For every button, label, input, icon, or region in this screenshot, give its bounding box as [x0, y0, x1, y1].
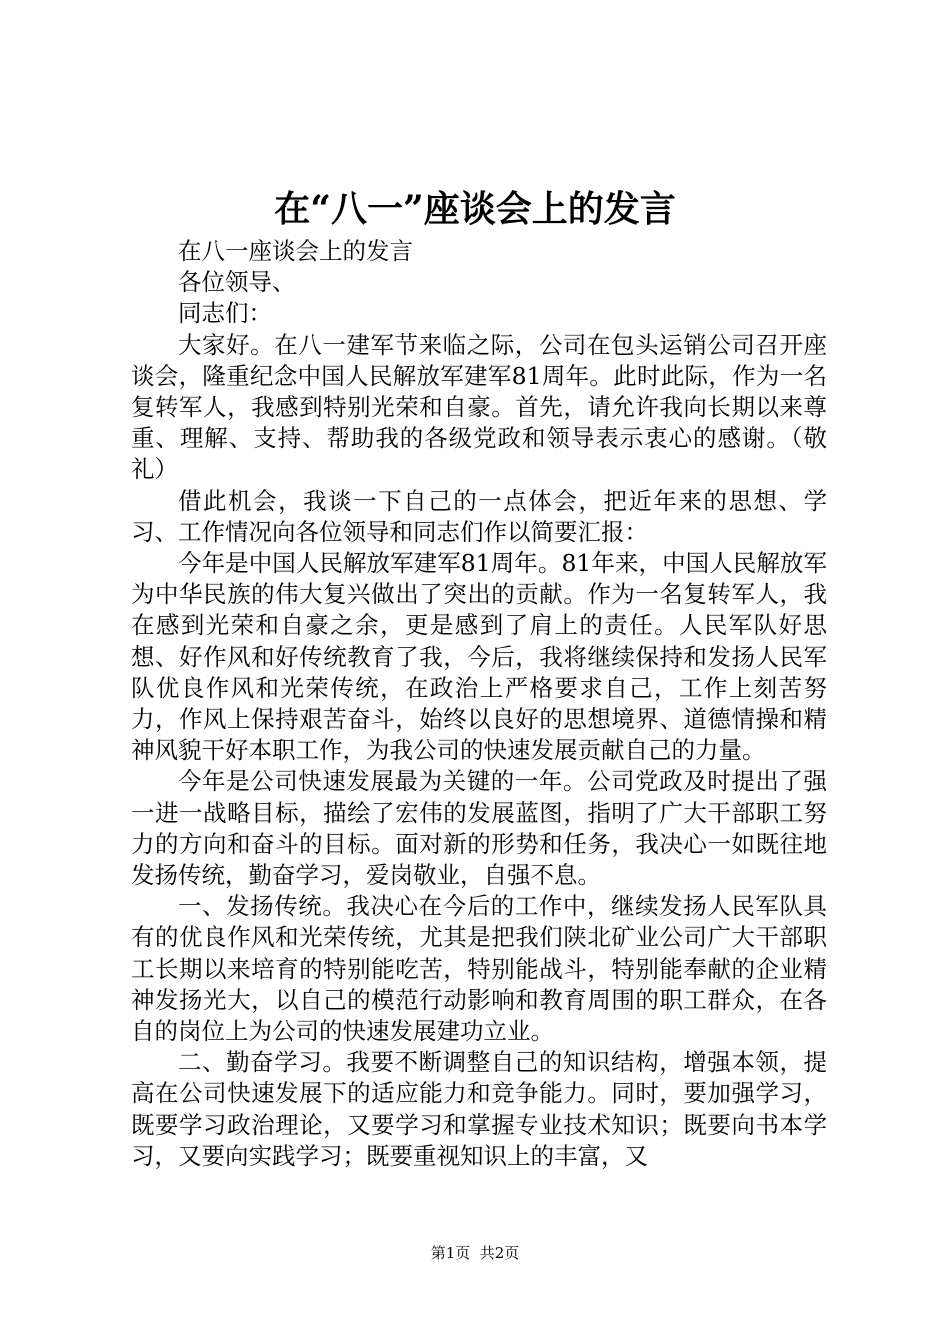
paragraph: 在八一座谈会上的发言	[178, 237, 413, 265]
paragraph: 今年是公司快速发展最为关键的一年。公司党政及时提出了强一进一战略目标，描绘了宏伟的发展蓝图，指明了广大干部职工努力的方向和奋斗的目标。面对新的形势和任务，我决心一如既往地发扬传统，勤奋学习，爱岗敬业，自强不息。	[131, 767, 827, 890]
page-footer	[0, 1243, 950, 1263]
paragraph: 各位领导、	[178, 268, 296, 297]
paragraph: 今年是中国人民解放军建军81周年。81年来，中国人民解放军为中华民族的伟大复兴做出了突出的贡献。作为一名复转军人，我在感到光荣和自豪之余，更是感到了肩上的责任。人民军队好思想、好作风和好传统教育了我，今后，我将继续保持和发扬人民军队优良作风和光荣传统，在政治上严格要求自己，工作上刻苦努力，作风上保持艰苦奋斗，始终以良好的思想境界、道德情操和精神风貌干好本职工作，为我公司的快速发展贡献自己的力量。	[131, 549, 827, 765]
paragraph: 大家好。在八一建军节来临之际，公司在包头运销公司召开座谈会，隆重纪念中国人民解放军建军81周年。此时此际，作为一名复转军人，我感到特别光荣和自豪。首先，请允许我向长期以来尊重、理解、支持、帮助我的各级党政和领导表示衷心的感谢。（敬礼）	[131, 330, 827, 484]
paragraph: 一、发扬传统。我决心在今后的工作中，继续发扬人民军队具有的优良作风和光荣传统，尤其是把我们陕北矿业公司广大干部职工长期以来培育的特别能吃苦，特别能战斗，特别能奉献的企业精神发扬光大，以自己的模范行动影响和教育周围的职工群众，在各自的岗位上为公司的快速发展建功立业。	[131, 892, 827, 1046]
paragraph: 同志们：	[178, 299, 272, 328]
document-body	[131, 236, 827, 1172]
document-title: 在“八一”座谈会上的发言	[274, 188, 676, 230]
paragraph: 二、勤奋学习。我要不断调整自己的知识结构，增强本领，提高在公司快速发展下的适应能力和竞争能力。同时，要加强学习，既要学习政治理论，又要学习和掌握专业技术知识；既要向书本学习，又要向实践学习；既要重视知识上的丰富，又	[131, 1048, 827, 1170]
paragraph: 借此机会，我谈一下自己的一点体会，把近年来的思想、学习、工作情况向各位领导和同志们作以简要汇报：	[131, 486, 827, 546]
page-number-label: 第1页 共2页	[430, 1244, 520, 1262]
